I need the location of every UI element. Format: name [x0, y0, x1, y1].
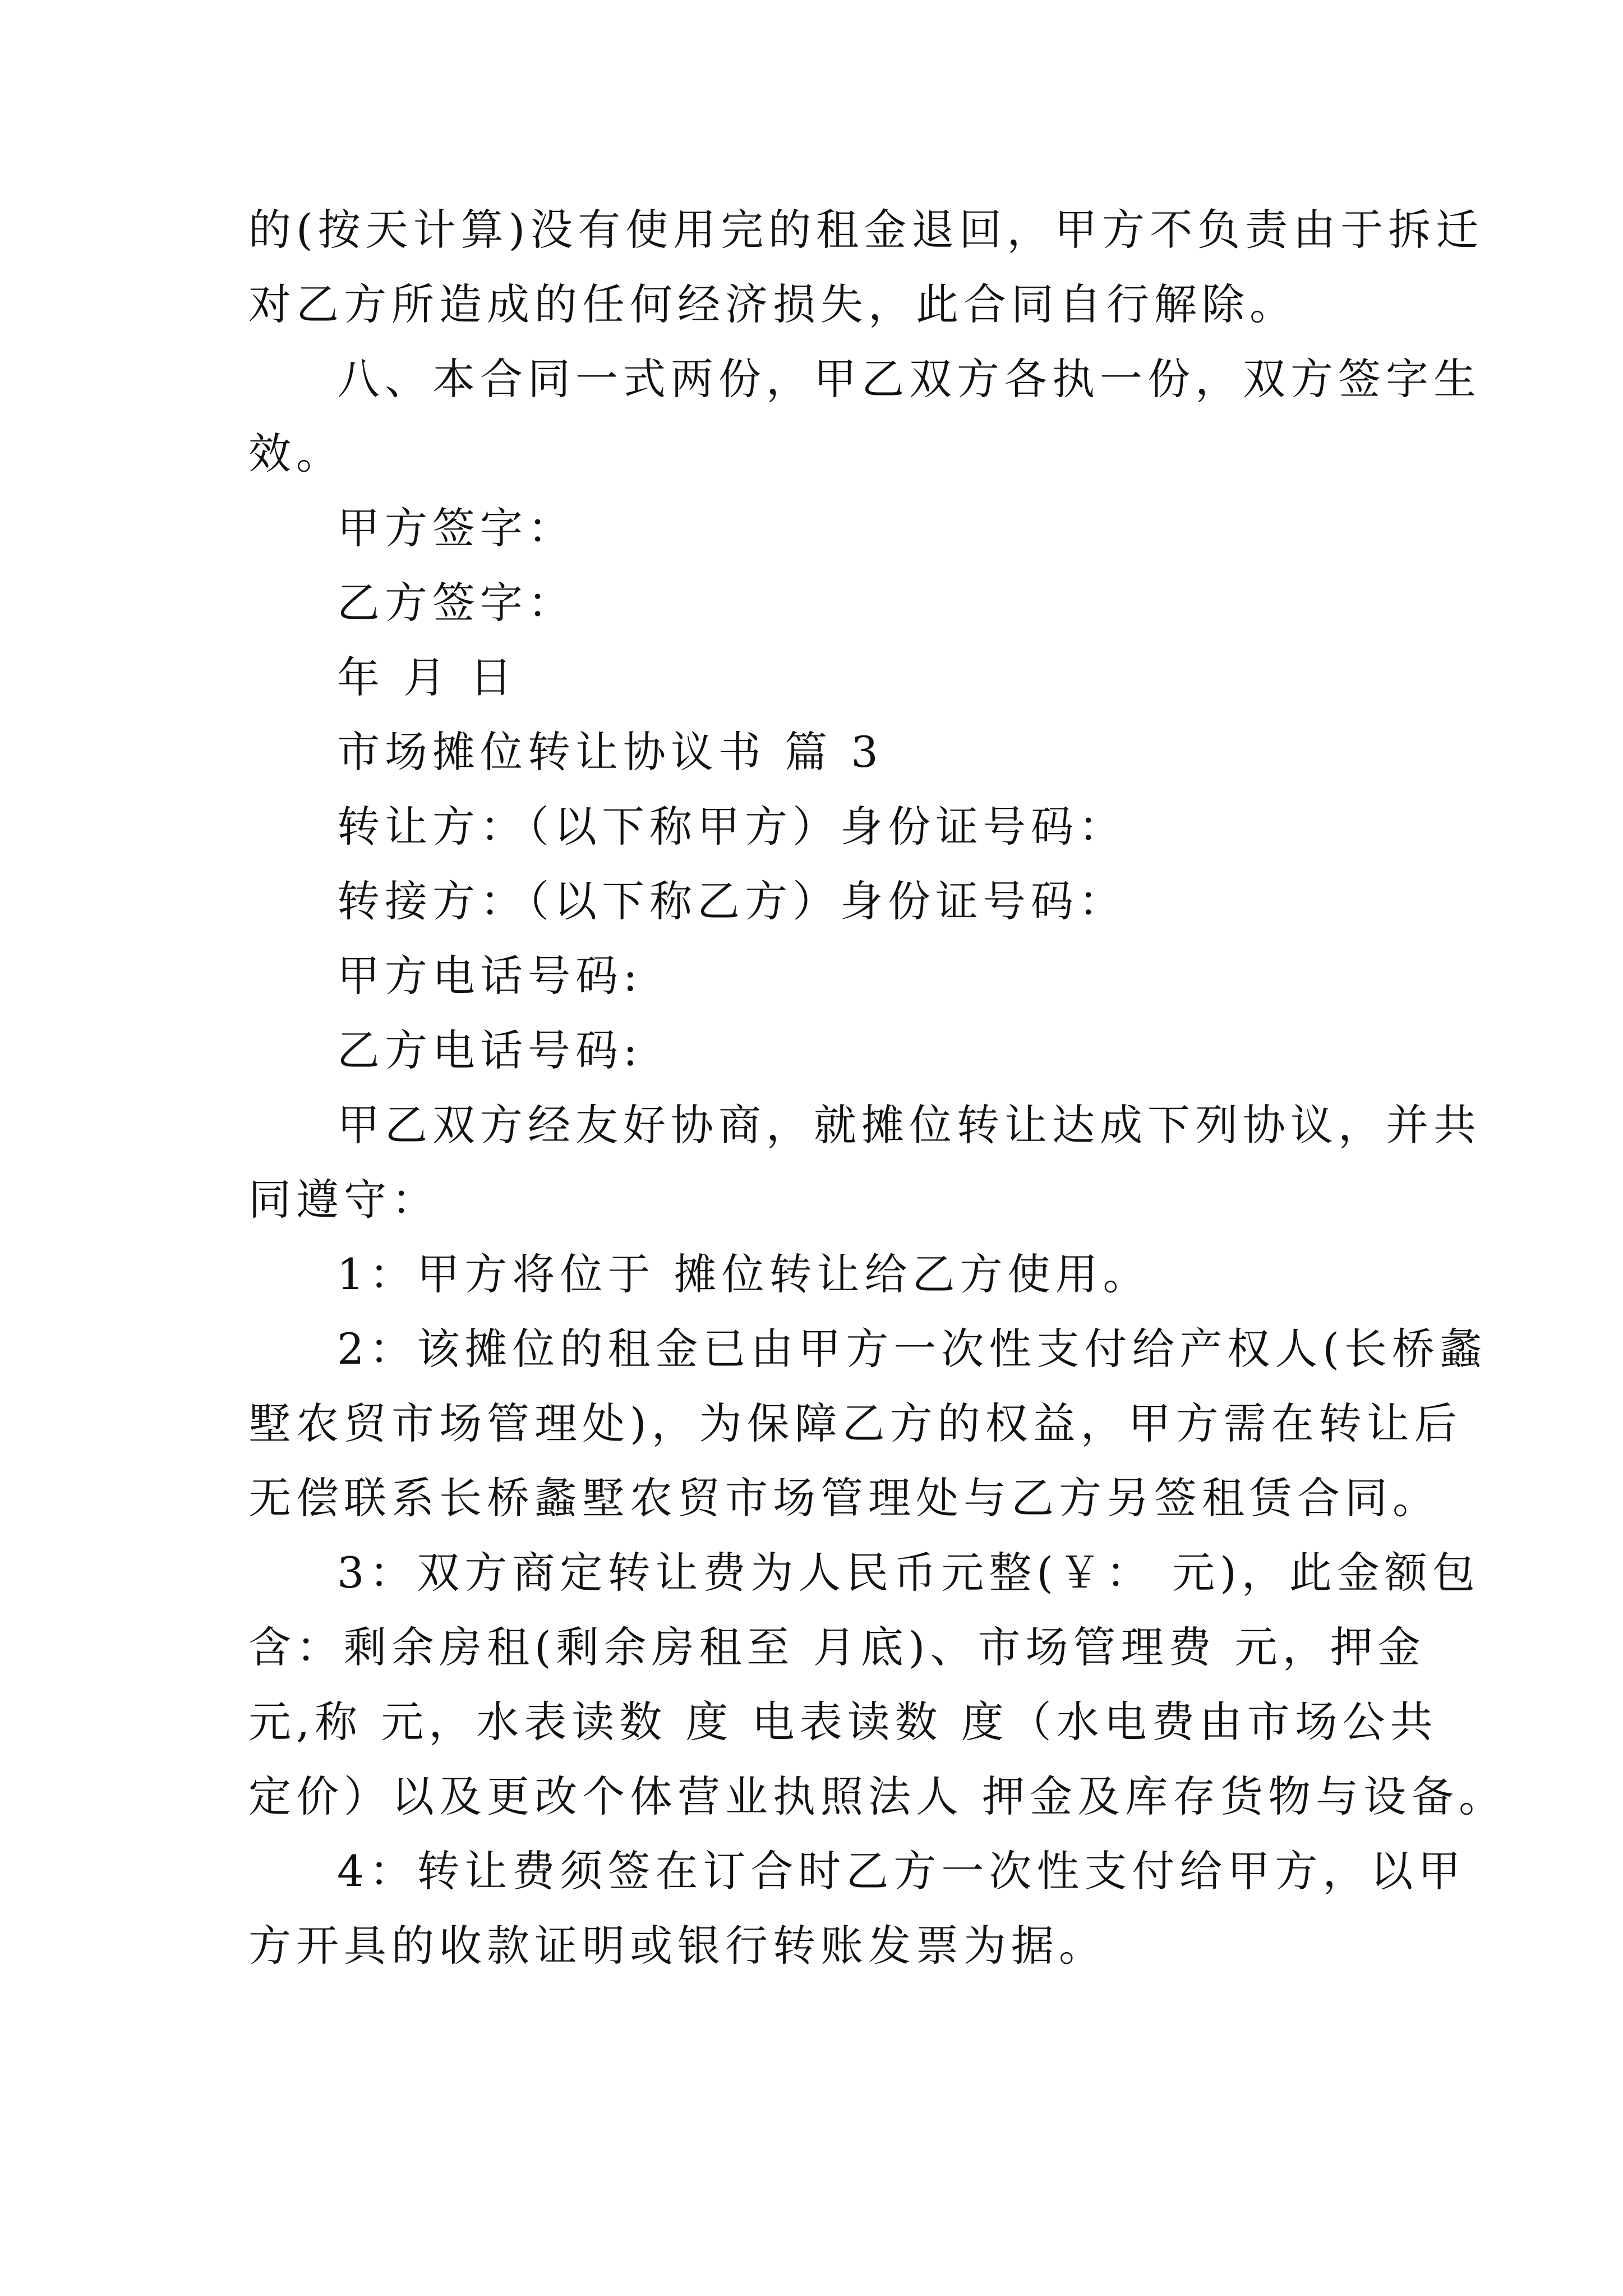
party-a-phone: 甲方电话号码:	[337, 951, 643, 1001]
text-line: 无偿联系长桥蠡墅农贸市场管理处与乙方另签租赁合同。	[248, 1473, 1440, 1523]
text-line: 对乙方所造成的任何经济损失，此合同自行解除。	[248, 279, 1297, 329]
text-line: 的(按天计算)没有使用完的租金退回，甲方不负责由于拆迁	[248, 205, 1484, 255]
section-title: 市场摊位转让协议书 篇 3	[337, 727, 883, 777]
transferee-line: 转接方：（以下称乙方）身份证号码：	[337, 876, 1126, 926]
transferor-line: 转让方：（以下称甲方）身份证号码：	[337, 802, 1126, 852]
text-line: 元,称 元，水表读数 度 电表读数 度（水电费由市场公共	[248, 1697, 1438, 1747]
signature-party-a: 甲方签字：	[337, 503, 575, 553]
text-line: 墅农贸市场管理处)，为保障乙方的权益，甲方需在转让后	[248, 1398, 1462, 1448]
text-line: 同遵守：	[248, 1175, 439, 1225]
clause-4: 4：转让费须签在订合时乙方一次性支付给甲方，以甲	[337, 1846, 1466, 1896]
party-b-phone: 乙方电话号码:	[337, 1025, 643, 1075]
clause-1: 1：甲方将位于 摊位转让给乙方使用。	[337, 1249, 1151, 1299]
clause-2: 2：该摊位的租金已由甲方一次性支付给产权人(长桥蠡	[337, 1324, 1488, 1374]
text-line: 效。	[248, 429, 344, 478]
text-line: 八、本合同一式两份，甲乙双方各执一份，双方签字生	[337, 354, 1481, 404]
clause-3: 3：双方商定转让费为人民币元整(￥： 元)，此金额包	[337, 1548, 1480, 1598]
date-line: 年 月 日	[337, 652, 518, 702]
text-line: 含：剩余房租(剩余房租至 月底)、市场管理费 元，押金	[248, 1622, 1426, 1672]
text-line: 定价）以及更改个体营业执照法人 押金及库存货物与设备。	[248, 1772, 1507, 1821]
text-line: 甲乙双方经友好协商，就摊位转让达成下列协议，并共	[337, 1100, 1481, 1150]
signature-party-b: 乙方签字：	[337, 578, 575, 628]
text-line: 方开具的收款证明或银行转账发票为据。	[248, 1921, 1106, 1971]
